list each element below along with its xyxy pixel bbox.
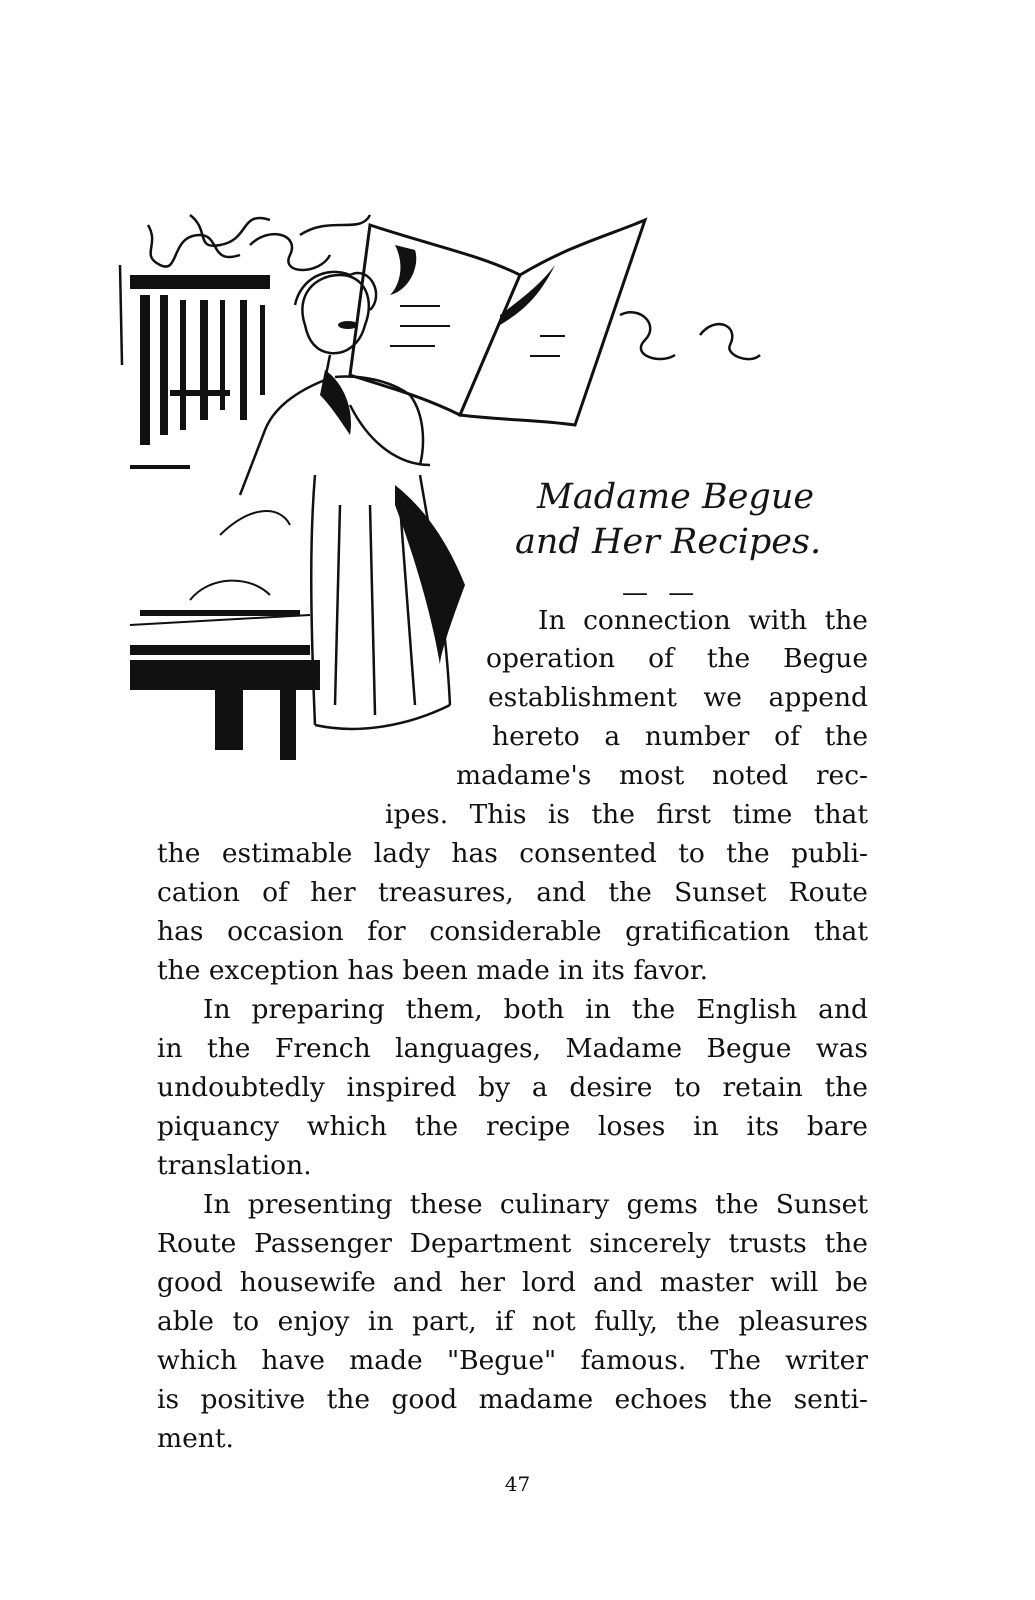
text-line: translation. xyxy=(157,1150,312,1181)
text-line: the estimable lady has consented to the publi- xyxy=(157,838,868,869)
title-line-1: Madame Begue xyxy=(537,477,815,517)
text-line: operation of the Begue xyxy=(486,643,868,674)
text-line: ment. xyxy=(157,1423,234,1454)
text-line: madame's most noted rec- xyxy=(456,760,868,791)
text-line: Route Passenger Department sincerely trusts the xyxy=(157,1228,868,1259)
title-ornament: — — xyxy=(622,578,701,608)
text-line: in the French languages, Madame Begue was xyxy=(157,1033,868,1064)
text-line: undoubtedly inspired by a desire to retain the xyxy=(157,1072,868,1103)
text-line: has occasion for considerable gratification that xyxy=(157,916,868,947)
text-line: In preparing them, both in the English and xyxy=(203,994,868,1025)
text-line: In presenting these culinary gems the Sunset xyxy=(203,1189,868,1220)
text-line: piquancy which the recipe loses in its bare xyxy=(157,1111,868,1142)
text-line: establishment we append xyxy=(488,682,868,713)
title-line-2: and Her Recipes. xyxy=(515,522,822,562)
text-line: ipes. This is the first time that xyxy=(385,799,868,830)
text-line: the exception has been made in its favor. xyxy=(157,955,709,986)
text-line: hereto a number of the xyxy=(492,721,868,752)
article-title xyxy=(515,475,895,565)
text-line: In connection with the xyxy=(538,605,868,636)
text-line: good housewife and her lord and master will be xyxy=(157,1267,868,1298)
text-line: cation of her treasures, and the Sunset Route xyxy=(157,877,868,908)
text-line: is positive the good madame echoes the senti- xyxy=(157,1384,868,1415)
text-line: which have made "Begue" famous. The writer xyxy=(157,1345,868,1376)
text-line: able to enjoy in part, if not fully, the pleasures xyxy=(157,1306,868,1337)
page-number: 47 xyxy=(504,1472,531,1496)
